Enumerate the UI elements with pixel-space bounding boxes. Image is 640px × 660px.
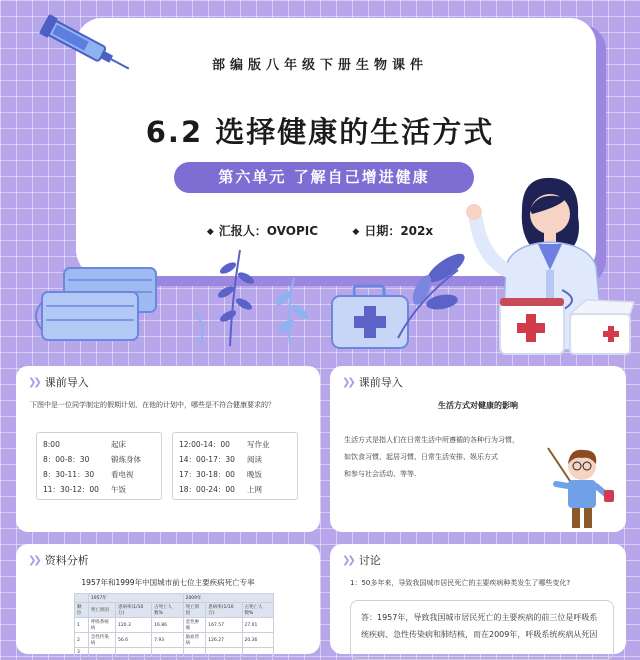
medicine-box-icon <box>496 296 636 358</box>
course-subtitle: 部编版八年级下册生物课件 <box>211 58 428 73</box>
panel-heading-label: 课前导入 <box>44 376 89 389</box>
schedule-row: 12:00-14：00 写作业 <box>179 440 270 449</box>
section-title: 生活方式对健康的影响 <box>438 401 518 410</box>
panel-heading <box>342 374 403 390</box>
panel-heading-label: 课前导入 <box>358 376 403 389</box>
panel-lesson-intro-1 <box>16 366 320 532</box>
discussion-question: 1：50多年来，导致我国城市居民死亡的主要疾病种类发生了哪些变化? <box>350 579 571 587</box>
double-chevron-icon: ❯❯ <box>342 554 353 566</box>
schedule-row: 8：00-8：30 锻炼身体 <box>43 455 141 464</box>
table-header-row: 顺位 死亡原因 患病率(1/10万) 占死亡人数% 死亡原因 患病率(1/10万) 占死亡人数% <box>75 603 274 618</box>
unit-badge: 第六单元 了解自己增进健康 <box>174 162 474 193</box>
panel-heading-label: 讨论 <box>358 554 381 567</box>
face-mask-icon <box>34 262 164 348</box>
date-label: 日期：202x <box>364 224 434 238</box>
teacher-illustration <box>542 444 622 530</box>
answer-line: 统疾病、急性传染病和肺结核，而在2009年，呼吸系统疾病从死因 <box>361 630 598 639</box>
panel-heading <box>342 552 381 568</box>
table-year-row: 1957年 2009年 <box>75 594 274 603</box>
table-row: 3 <box>75 648 274 657</box>
plant-decoration <box>190 238 340 348</box>
mortality-table <box>74 593 274 657</box>
schedule-row: 14：00-17：30 阅读 <box>179 455 262 464</box>
schedule-box-right <box>172 432 298 500</box>
schedule-row: 18：00-24：00 上网 <box>179 485 262 494</box>
double-chevron-icon: ❯❯ <box>28 376 39 388</box>
table-caption: 1957年和1999年中国城市前七位主要疾病死亡专率 <box>81 578 255 587</box>
answer-box <box>350 600 614 660</box>
schedule-row: 17：30-18：00 晚饭 <box>179 470 262 479</box>
question-text: 下图中是一位同学制定的假期计划，在他的计划中，哪些是不符合健康要求的？ <box>30 401 275 409</box>
lesson-title: 6.2 选择健康的生活方式 <box>145 115 495 149</box>
panel-discussion <box>330 544 626 654</box>
schedule-row: 8:00 起床 <box>43 440 126 449</box>
schedule-row: 11：30-12：00 午饭 <box>43 485 126 494</box>
definition-text: 生活方式是指人们在日常生活中所遵循的各种行为习惯， 如饮食习惯、起居习惯、日常生活安排、娱乐方式 和参与社会活动、等等. <box>344 436 519 478</box>
panel-data-analysis <box>16 544 320 654</box>
double-chevron-icon: ❯❯ <box>28 554 39 566</box>
panel-lesson-intro-2 <box>330 366 626 532</box>
diamond-icon: ◆ <box>206 227 214 237</box>
reporter-label: 汇报人：OVOPIC <box>218 224 319 238</box>
schedule-row: 8：30-11：30 看电视 <box>43 470 134 479</box>
diamond-icon: ◆ <box>352 227 360 237</box>
panel-heading <box>28 374 89 390</box>
double-chevron-icon: ❯❯ <box>342 376 353 388</box>
table-row: 2 急性传染病 56.6 7.93 脑血管病 126.27 20.36 <box>75 633 274 648</box>
panel-heading <box>28 552 89 568</box>
schedule-box-left <box>36 432 162 500</box>
answer-line: 答：1957年，导致我国城市居民死亡的主要疾病的前三位是呼吸系 <box>361 613 598 622</box>
panel-heading-label: 资料分析 <box>44 554 89 567</box>
table-row: 1 呼吸系统病 120.3 16.86 恶性肿瘤 167.57 27.01 <box>75 618 274 633</box>
